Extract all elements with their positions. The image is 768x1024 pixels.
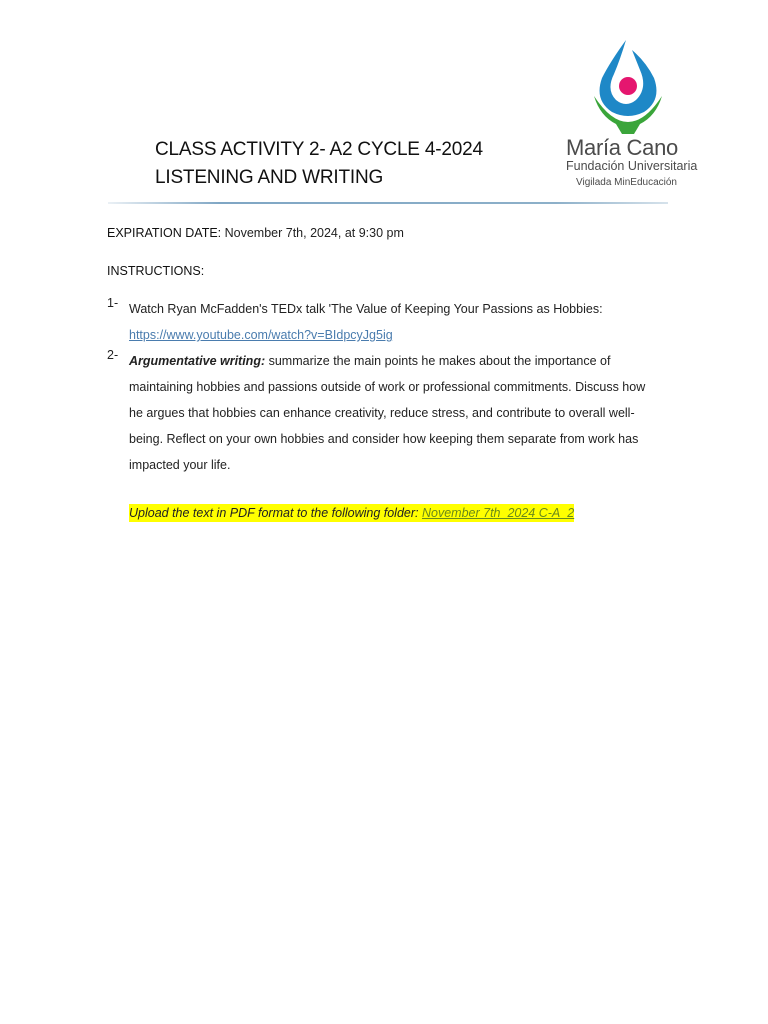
upload-folder-link[interactable]: November 7th_2024 C-A_2 [421, 506, 575, 520]
item-content [129, 296, 654, 348]
item-line: maintaining hobbies and passions outside of work or professional commitments. Discuss how [129, 380, 646, 394]
title-line-2: LISTENING AND WRITING [155, 167, 384, 188]
item-line: impacted your life. [129, 458, 231, 472]
item-text: Watch Ryan McFadden's TEDx talk 'The Value of Keeping Your Passions as Hobbies: [129, 302, 603, 316]
item-number: 2- [107, 348, 119, 362]
upload-instruction [129, 504, 574, 522]
expiration-row [107, 226, 404, 240]
item-number: 1- [107, 296, 119, 310]
item-line: being. Reflect on your own hobbies and consider how keeping them separate from work has [129, 432, 639, 446]
logo-text [566, 136, 706, 190]
item-lead: Argumentative writing: [129, 354, 266, 368]
title-line-1: CLASS ACTIVITY 2- A2 CYCLE 4-2024 [155, 139, 483, 160]
university-logo [562, 38, 702, 194]
item-line: summarize the main points he makes about the importance of [265, 354, 611, 368]
logo-tagline: Vigilada MinEducación [576, 177, 677, 188]
upload-text: Upload the text in PDF format to the following folder: [129, 506, 422, 520]
youtube-link[interactable]: https://www.youtube.com/watch?v=BIdpcyJg5ig [129, 328, 393, 342]
instructions-label: INSTRUCTIONS: [107, 264, 205, 278]
item-line: he argues that hobbies can enhance creativity, reduce stress, and contribute to overall well- [129, 406, 635, 420]
expiration-label: EXPIRATION DATE: [107, 226, 222, 240]
logo-name: María Cano [566, 135, 678, 160]
document-title [155, 136, 483, 192]
item-content [129, 348, 654, 478]
instructions-heading [107, 264, 204, 278]
header-divider [108, 202, 668, 204]
expiration-value: November 7th, 2024, at 9:30 pm [224, 226, 404, 240]
logo-subtitle: Fundación Universitaria [566, 159, 698, 173]
maria-cano-emblem-icon [590, 38, 666, 138]
